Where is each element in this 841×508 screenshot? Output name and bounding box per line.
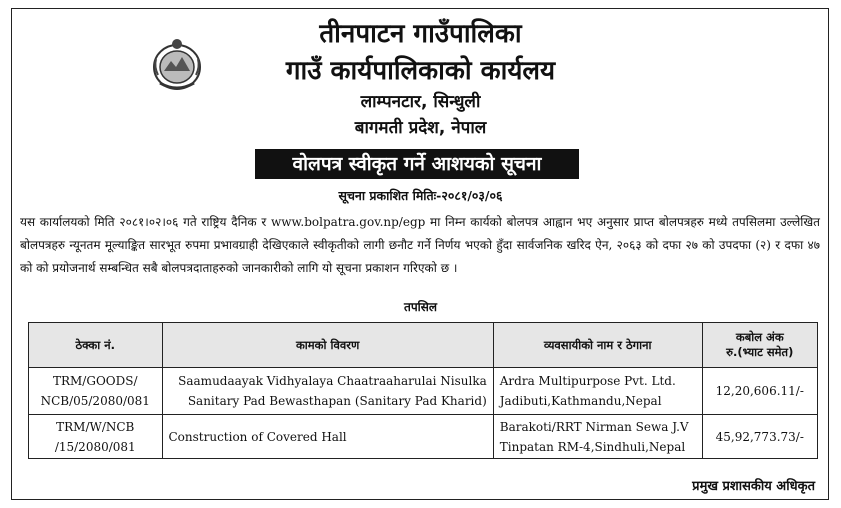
header-amount	[702, 323, 817, 368]
amount-cell: 12,20,606.11/-	[702, 368, 817, 415]
work-description-cell	[162, 415, 493, 459]
office-name-line1: तीनपाटन गाउँपालिका	[319, 19, 522, 49]
award-table	[28, 322, 818, 459]
table-row	[29, 415, 818, 459]
vendor-line1: Barakoti/RRT Nirman Sewa J.V	[499, 419, 689, 434]
vendor-cell	[493, 368, 702, 415]
work-description-line1: Construction of Covered Hall	[168, 429, 347, 444]
signatory-title: प्रमुख प्रशासकीय अधिकृत	[692, 479, 815, 494]
header-vendor: व्यवसायीको नाम र ठेगाना	[493, 323, 702, 368]
header-work-description: कामको विवरण	[162, 323, 493, 368]
vendor-cell	[493, 415, 702, 459]
vendor-line2: Tinpatan RM-4,Sindhuli,Nepal	[499, 439, 686, 454]
vendor-line1: Ardra Multipurpose Pvt. Ltd.	[499, 374, 676, 388]
table-caption: तपसिल	[403, 300, 437, 314]
header-amount-line1: कबोल अंक	[735, 330, 784, 344]
table-header-row	[29, 323, 818, 368]
work-description-line2: Sanitary Pad Bewasthapan (Sanitary Pad Kharid)	[187, 394, 487, 408]
contract-no-cell	[29, 415, 163, 459]
contract-no-line1: TRM/W/NCB	[56, 419, 135, 434]
contract-no-line2: NCB/05/2080/081	[40, 394, 150, 408]
notice-body-text: यस कार्यालयको मिति २०८१।०२।०६ गते राष्ट्रिय दैनिक र www.bolpatra.gov.np/egp मा निम्न कार्यको बोलपत्र आह्वान भए अनुसार प्राप्त बोलपत्रहरु मध्ये तपसिलमा उल्लेखित बोलपत्रहरु न्यूनतम मूल्याङ्कित सारभूत रुपमा प्रभावग्राही देखिएकाले स्वीकृतीको लागी छनौट गर्ने निर्णय भएको हुँदा सार्वजनिक खरिद ऐन, २०६३ को दफा २७ को उपदफा (२) र दफा ४७ को को प्रयोजनार्थ सम्बन्धित सबै बोलपत्रदाताहरुको जानकारीको लागि यो सूचना प्रकाशन गरिएको छ ।	[20, 215, 820, 275]
contract-no-cell	[29, 368, 163, 415]
notice-title-banner: वोलपत्र स्वीकृत गर्ने आशयको सूचना	[255, 149, 579, 179]
contract-no-line2: /15/2080/081	[54, 439, 136, 454]
amount-cell: 45,92,773.73/-	[702, 415, 817, 459]
contract-no-line1: TRM/GOODS/	[52, 374, 138, 388]
published-date: सूचना प्रकाशित मितिः-२०८१/०३/०६	[338, 188, 503, 203]
header-amount-line2: रु.(भ्याट समेत)	[726, 345, 794, 359]
table-row	[29, 368, 818, 415]
header-contract-no: ठेक्का नं.	[29, 323, 163, 368]
work-description-cell	[162, 368, 493, 415]
office-address-line2: बागमती प्रदेश, नेपाल	[354, 118, 487, 138]
office-name-line2: गाउँ कार्यपालिकाको कार्यलय	[285, 56, 556, 86]
vendor-line2: Jadibuti,Kathmandu,Nepal	[499, 394, 662, 408]
work-description-line1: Saamudaayak Vidhyalaya Chaatraaharulai Nisulka	[178, 374, 487, 388]
office-address-line1: लाम्पनटार, सिन्धुली	[360, 92, 481, 112]
